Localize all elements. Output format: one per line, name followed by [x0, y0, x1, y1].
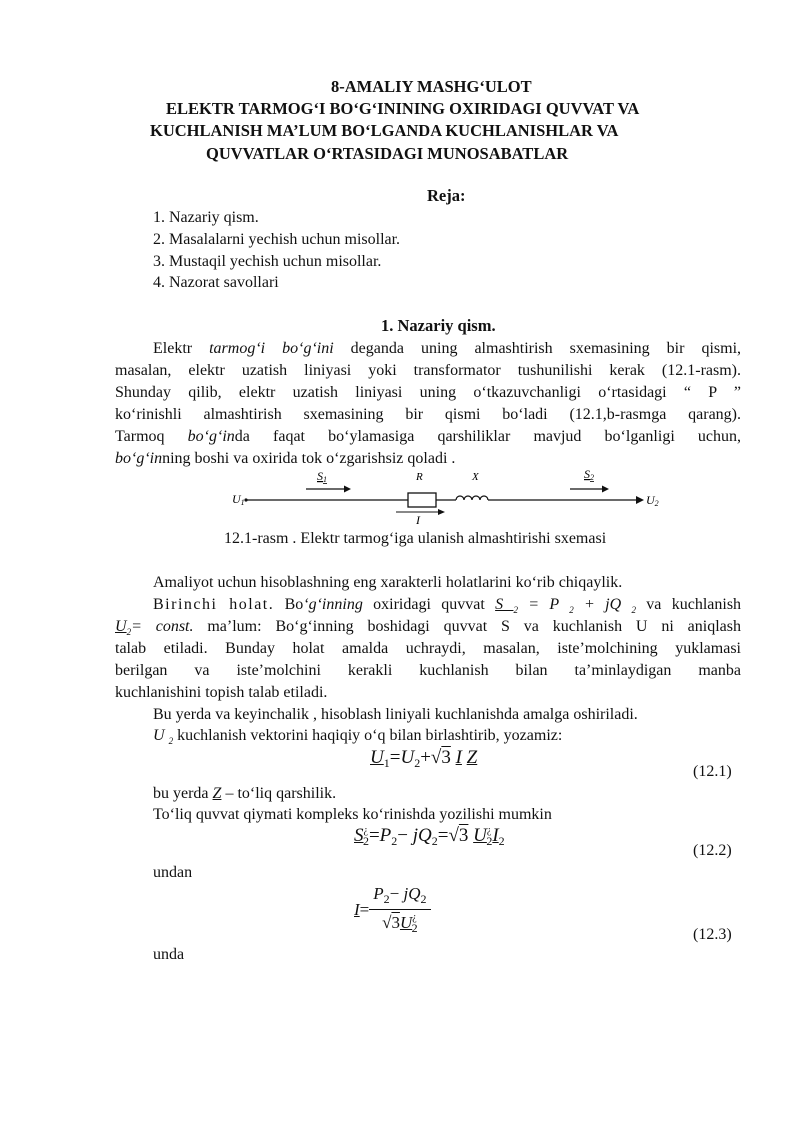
inductor-x: [456, 496, 488, 500]
arrow-head: [344, 486, 351, 493]
paragraph-line: To‘liq quvvat qiymati kompleks ko‘rinishda yozilishi mumkin: [153, 806, 552, 823]
paragraph-line: Bu yerda va keyinchalik , hisoblash liniyali kuchlanishda amalga oshiriladi.: [153, 706, 638, 723]
paragraph-line: kuchlanishini topish talab etiladi.: [115, 684, 328, 701]
paragraph-line: Tarmoq bo‘g‘inda faqat bo‘ylamasiga qarshiliklar mavjud bo‘lganligi uchun,: [115, 428, 742, 445]
paragraph-line: ko‘rinishli almashtirish sxemasining bir qismi bo‘ladi (12.1,b-rasmga qarang).: [115, 406, 741, 423]
plan-item: 3. Mustaqil yechish uchun misollar.: [153, 253, 382, 270]
label-u2: U2: [646, 493, 659, 508]
equation-12-1: $U_1=U_2+√3$ I Z: [370, 747, 478, 770]
label-s2: S2: [584, 467, 594, 482]
equation-12-2: $S^¿_2=P_2- jQ_2=√3$ $U^¿_2I_2$: [354, 825, 505, 848]
paragraph-line: Elektr tarmog‘i bo‘g‘ini deganda uning almashtirish sxemasining bir qismi,: [153, 340, 742, 357]
equation-number: (12.3): [693, 926, 732, 943]
title-line-2: ELEKTR TARMOG‘I BO‘G‘ININING OXIRIDAGI QUVVAT VA: [166, 99, 640, 118]
paragraph-line: masalan, elektr uzatish liniyasi yoki transformator tushunilishi kerak (12.1-rasm).: [115, 362, 741, 379]
paragraph-line: Shunday qilib, elektr uzatish liniyasi uning o‘tkazuvchanligi o‘rtasidagi “ P ”: [115, 384, 741, 401]
paragraph-line: Amaliyot uchun hisoblashning eng xarakterli holatlarini ko‘rib chiqaylik.: [153, 574, 623, 591]
paragraph-line: $U_2=$ const. ma’lum: Bo‘g‘inning boshidagi quvvat S va kuchlanish U ni aniqlash: [115, 618, 741, 638]
label-r: R: [416, 471, 423, 483]
circuit-diagram: [0, 466, 800, 526]
paragraph-line: bo‘g‘inning boshi va oxirida tok o‘zgarishsiz qoladi .: [115, 450, 456, 467]
title-line-3: KUCHLANISH MA’LUM BO‘LGANDA KUCHLANISHLAR VA: [150, 121, 619, 140]
paragraph-line: berilgan va iste’molchini kerakli kuchlanish bilan ta’minlaydigan manba: [115, 662, 741, 679]
equation-12-3: I= $\frac{P_2- jQ_2}{√3U^¿_2}$: [354, 884, 431, 936]
terminal-dot: [244, 498, 247, 501]
paragraph-line: unda: [153, 946, 185, 963]
paragraph-line: talab etiladi. Bunday holat amalda uchraydi, masalan, iste’molchining yuklamasi: [115, 640, 741, 657]
plan-item: 1. Nazariy qism.: [153, 209, 259, 226]
label-u1: U1: [232, 492, 245, 507]
arrow-head: [602, 486, 609, 493]
paragraph-line: bu yerda Z – to‘liq qarshilik.: [153, 785, 337, 802]
resistor-r: [408, 493, 436, 507]
label-i: I: [416, 513, 420, 526]
arrow-head: [438, 509, 445, 515]
figure-caption: 12.1-rasm . Elektr tarmog‘iga ulanish almashtirishi sxemasi: [224, 530, 607, 547]
plan-item: 4. Nazorat savollari: [153, 274, 279, 291]
section-heading: 1. Nazariy qism.: [381, 316, 496, 335]
equation-number: (12.2): [693, 842, 732, 859]
title-line-1: 8-AMALIY MASHG‘ULOT: [331, 77, 532, 96]
label-s1: S1: [317, 469, 327, 484]
arrow-head: [636, 496, 644, 504]
paragraph-line: undan: [153, 864, 193, 881]
label-x: X: [472, 471, 479, 483]
paragraph-line: U $_2$ kuchlanish vektorini haqiqiy o‘q bilan birlashtirib, yozamiz:: [153, 727, 563, 747]
paragraph-line: Birinchi holat. Bo‘g‘inning oxiridagi quvvat S $_2$ = P $_2$ + jQ $_2$ va kuchlanish: [153, 596, 742, 616]
plan-heading: Reja:: [427, 186, 466, 205]
equation-number: (12.1): [693, 763, 732, 780]
title-line-4: QUVVATLAR O‘RTASIDAGI MUNOSABATLAR: [206, 144, 569, 163]
plan-item: 2. Masalalarni yechish uchun misollar.: [153, 231, 401, 248]
